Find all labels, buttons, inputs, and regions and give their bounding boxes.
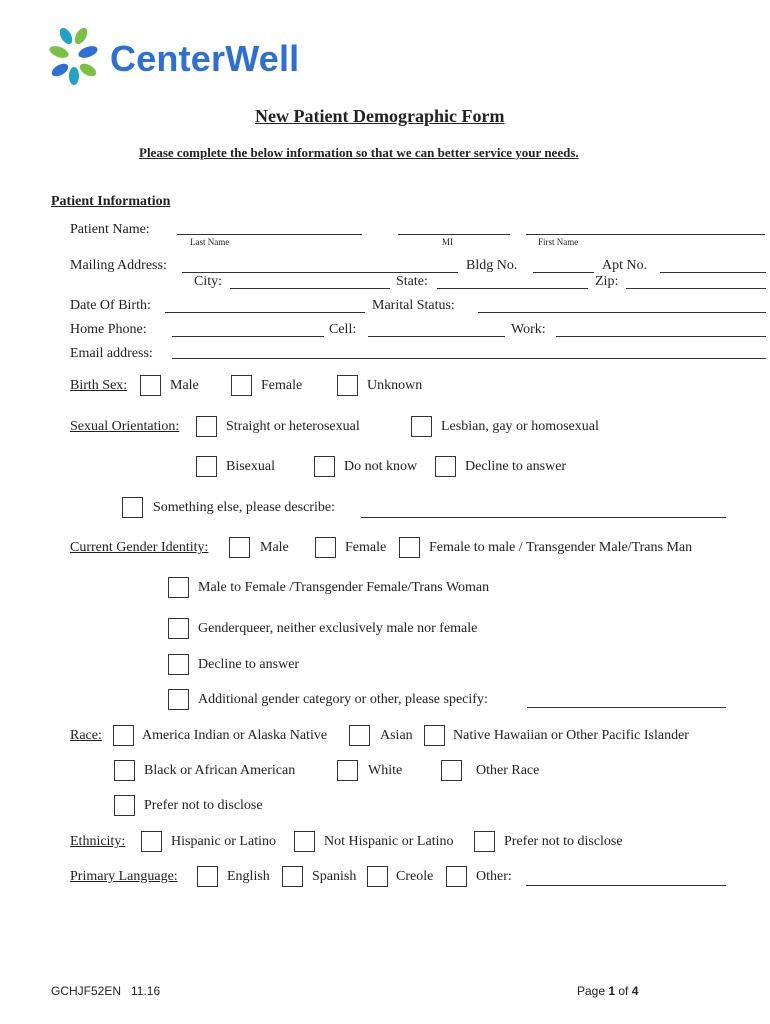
logo-leaf-icon	[48, 26, 108, 90]
gender-decline-label: Decline to answer	[198, 657, 300, 672]
birth-sex-female-label: Female	[261, 378, 303, 393]
page-of: of	[615, 984, 632, 998]
brand-logo	[48, 26, 298, 90]
form-subtitle: Please complete the below information so that we can better service your needs.	[139, 145, 579, 160]
email-label: Email address:	[70, 346, 153, 361]
race-other-checkbox[interactable]	[441, 760, 462, 781]
gender-mtf-checkbox[interactable]	[168, 577, 189, 598]
birth-sex-female-checkbox[interactable]	[231, 375, 252, 396]
ethnicity-not-hispanic-label: Not Hispanic or Latino	[324, 834, 454, 849]
gender-identity-label: Current Gender Identity:	[70, 540, 209, 555]
language-other-checkbox[interactable]	[446, 866, 467, 887]
work-label: Work:	[511, 322, 546, 337]
state-label: State:	[396, 274, 428, 289]
orientation-bisexual-label: Bisexual	[226, 459, 275, 474]
gender-decline-checkbox[interactable]	[168, 654, 189, 675]
ethnicity-label: Ethnicity:	[70, 834, 126, 849]
state-field[interactable]	[437, 288, 588, 289]
apt-field[interactable]	[660, 272, 766, 273]
race-prefer-not-checkbox[interactable]	[114, 795, 135, 816]
sexual-orientation-label: Sexual Orientation:	[70, 419, 180, 434]
mi-caption: MI	[442, 237, 453, 247]
race-asian-checkbox[interactable]	[349, 725, 370, 746]
page-current: 1	[608, 984, 616, 998]
birth-sex-male-label: Male	[170, 378, 199, 393]
orientation-lgb-label: Lesbian, gay or homosexual	[441, 419, 599, 434]
orientation-other-checkbox[interactable]	[122, 497, 143, 518]
orientation-decline-label: Decline to answer	[465, 459, 567, 474]
race-white-checkbox[interactable]	[337, 760, 358, 781]
orientation-dont-know-checkbox[interactable]	[314, 456, 335, 477]
mi-field[interactable]	[398, 234, 510, 235]
last-name-field[interactable]	[177, 234, 362, 235]
gender-genderqueer-checkbox[interactable]	[168, 618, 189, 639]
language-english-label: English	[227, 869, 270, 884]
page-total: 4	[631, 984, 639, 998]
bldg-label: Bldg No.	[466, 258, 518, 273]
ethnicity-prefer-not-checkbox[interactable]	[474, 831, 495, 852]
language-other-label: Other:	[476, 869, 512, 884]
race-pacific-islander-label: Native Hawaiian or Other Pacific Islander	[453, 728, 689, 743]
race-label: Race:	[70, 728, 102, 743]
home-phone-label: Home Phone:	[70, 322, 147, 337]
apt-label: Apt No.	[602, 258, 648, 273]
gender-male-label: Male	[260, 540, 289, 555]
gender-genderqueer-label: Genderqueer, neither exclusively male nor female	[198, 621, 478, 636]
first-name-field[interactable]	[526, 234, 765, 235]
section-heading: Patient Information	[51, 194, 171, 209]
last-name-caption: Last Name	[190, 237, 230, 247]
gender-other-label: Additional gender category or other, please specify:	[198, 692, 488, 707]
language-spanish-checkbox[interactable]	[282, 866, 303, 887]
ethnicity-hispanic-checkbox[interactable]	[141, 831, 162, 852]
language-other-field[interactable]	[526, 885, 726, 886]
language-creole-checkbox[interactable]	[367, 866, 388, 887]
email-field[interactable]	[172, 358, 766, 359]
race-asian-label: Asian	[380, 728, 413, 743]
orientation-decline-checkbox[interactable]	[435, 456, 456, 477]
page-indicator	[577, 984, 638, 998]
language-spanish-label: Spanish	[312, 869, 357, 884]
orientation-straight-checkbox[interactable]	[196, 416, 217, 437]
orientation-other-label: Something else, please describe:	[153, 500, 335, 515]
gender-other-checkbox[interactable]	[168, 689, 189, 710]
orientation-bisexual-checkbox[interactable]	[196, 456, 217, 477]
race-pacific-islander-checkbox[interactable]	[424, 725, 445, 746]
ethnicity-hispanic-label: Hispanic or Latino	[171, 834, 276, 849]
zip-field[interactable]	[626, 288, 766, 289]
gender-male-checkbox[interactable]	[229, 537, 250, 558]
race-other-label: Other Race	[476, 763, 540, 778]
birth-sex-male-checkbox[interactable]	[140, 375, 161, 396]
city-label: City:	[194, 274, 223, 289]
cell-field[interactable]	[368, 336, 505, 337]
race-native-american-checkbox[interactable]	[113, 725, 134, 746]
ethnicity-not-hispanic-checkbox[interactable]	[294, 831, 315, 852]
city-field[interactable]	[230, 288, 390, 289]
race-white-label: White	[368, 763, 403, 778]
dob-field[interactable]	[165, 312, 365, 313]
first-name-caption: First Name	[538, 237, 579, 247]
patient-name-label: Patient Name:	[70, 222, 150, 237]
gender-other-field[interactable]	[527, 707, 726, 708]
birth-sex-unknown-label: Unknown	[367, 378, 423, 393]
zip-label: Zip:	[595, 274, 619, 289]
primary-language-label: Primary Language:	[70, 869, 178, 884]
form-title: New Patient Demographic Form	[255, 106, 505, 126]
marital-label: Marital Status:	[372, 298, 455, 313]
gender-ftm-checkbox[interactable]	[399, 537, 420, 558]
bldg-field[interactable]	[533, 272, 594, 273]
marital-field[interactable]	[478, 312, 766, 313]
orientation-other-field[interactable]	[361, 517, 726, 518]
gender-female-label: Female	[345, 540, 387, 555]
birth-sex-unknown-checkbox[interactable]	[337, 375, 358, 396]
gender-mtf-label: Male to Female /Transgender Female/Trans Woman	[198, 580, 490, 595]
orientation-straight-label: Straight or heterosexual	[226, 419, 360, 434]
language-english-checkbox[interactable]	[197, 866, 218, 887]
race-black-checkbox[interactable]	[114, 760, 135, 781]
orientation-dont-know-label: Do not know	[344, 459, 418, 474]
cell-label: Cell:	[329, 322, 357, 337]
orientation-lgb-checkbox[interactable]	[411, 416, 432, 437]
brand-name: CenterWell	[110, 38, 300, 79]
birth-sex-label: Birth Sex:	[70, 378, 128, 393]
dob-label: Date Of Birth:	[70, 298, 151, 313]
race-prefer-not-label: Prefer not to disclose	[144, 798, 263, 813]
race-native-american-label: America Indian or Alaska Native	[142, 728, 328, 743]
mailing-address-field[interactable]	[182, 272, 458, 273]
form-code: GCHJF52EN 11.16	[51, 984, 161, 998]
mailing-address-label: Mailing Address:	[70, 258, 167, 273]
language-creole-label: Creole	[396, 869, 434, 884]
gender-ftm-label: Female to male / Transgender Male/Trans Man	[429, 540, 693, 555]
gender-female-checkbox[interactable]	[315, 537, 336, 558]
page-prefix: Page	[577, 984, 609, 998]
race-black-label: Black or African American	[144, 763, 296, 778]
ethnicity-prefer-not-label: Prefer not to disclose	[504, 834, 623, 849]
home-phone-field[interactable]	[172, 336, 324, 337]
work-field[interactable]	[556, 336, 766, 337]
